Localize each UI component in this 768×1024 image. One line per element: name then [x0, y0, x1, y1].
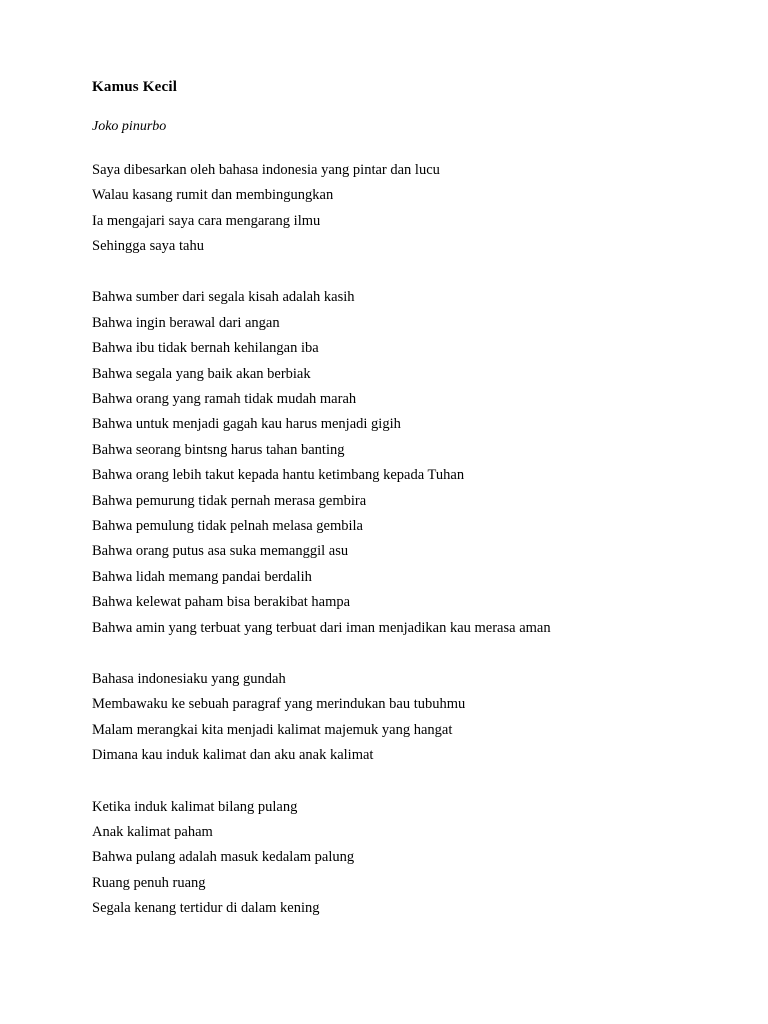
author-byline: Joko pinurbo [92, 118, 167, 134]
poem-line: Ruang penuh ruang [92, 874, 206, 891]
poem-line: Bahwa pemurung tidak pernah merasa gembira [92, 492, 367, 509]
poem-line: Bahwa segala yang baik akan berbiak [92, 365, 311, 382]
poem-line: Bahwa orang lebih takut kepada hantu ketimbang kepada Tuhan [92, 467, 465, 484]
poem-line: Bahwa pemulung tidak pelnah melasa gembila [92, 517, 363, 534]
poem-line: Bahwa amin yang terbuat yang terbuat dari iman menjadikan kau merasa aman [92, 619, 551, 636]
poem-line: Bahwa kelewat paham bisa berakibat hampa [92, 594, 351, 611]
poem-line: Bahwa orang putus asa suka memanggil asu [92, 543, 349, 560]
poem-line: Membawaku ke sebuah paragraf yang merindukan bau tubuhmu [92, 696, 466, 713]
poem-line: Anak kalimat paham [92, 824, 213, 841]
poem-line: Bahwa lidah memang pandai berdalih [92, 568, 312, 585]
poem-line: Ketika induk kalimat bilang pulang [92, 798, 298, 815]
poem-line: Bahwa seorang bintsng harus tahan banting [92, 441, 345, 458]
poem-line: Bahwa pulang adalah masuk kedalam palung [92, 849, 355, 866]
poem-line: Bahwa sumber dari segala kisah adalah kasih [92, 289, 355, 306]
poem-line: Dimana kau induk kalimat dan aku anak kalimat [92, 747, 374, 764]
poem-line: Sehingga saya tahu [92, 237, 204, 254]
poem-line: Bahwa ibu tidak bernah kehilangan iba [92, 340, 319, 357]
poem-line: Bahwa orang yang ramah tidak mudah marah [92, 390, 357, 407]
poem-line: Saya dibesarkan oleh bahasa indonesia yang pintar dan lucu [92, 161, 440, 178]
poem-stanza-4 [92, 795, 676, 922]
poem-line: Bahwa untuk menjadi gagah kau harus menjadi gigih [92, 416, 401, 433]
poem-line: Bahasa indonesiaku yang gundah [92, 671, 286, 687]
poem-stanza-3 [92, 667, 676, 769]
poem-line: Segala kenang tertidur di dalam kening [92, 900, 320, 917]
poem-line: Bahwa ingin berawal dari angan [92, 314, 280, 331]
poem-stanza-1 [92, 158, 676, 260]
page-title: Kamus Kecil [92, 79, 178, 95]
poem-stanza-2 [92, 285, 676, 641]
poem-line: Malam merangkai kita menjadi kalimat majemuk yang hangat [92, 721, 453, 738]
poem-line: Walau kasang rumit dan membingungkan [92, 187, 334, 204]
poem-line: Ia mengajari saya cara mengarang ilmu [92, 212, 321, 229]
